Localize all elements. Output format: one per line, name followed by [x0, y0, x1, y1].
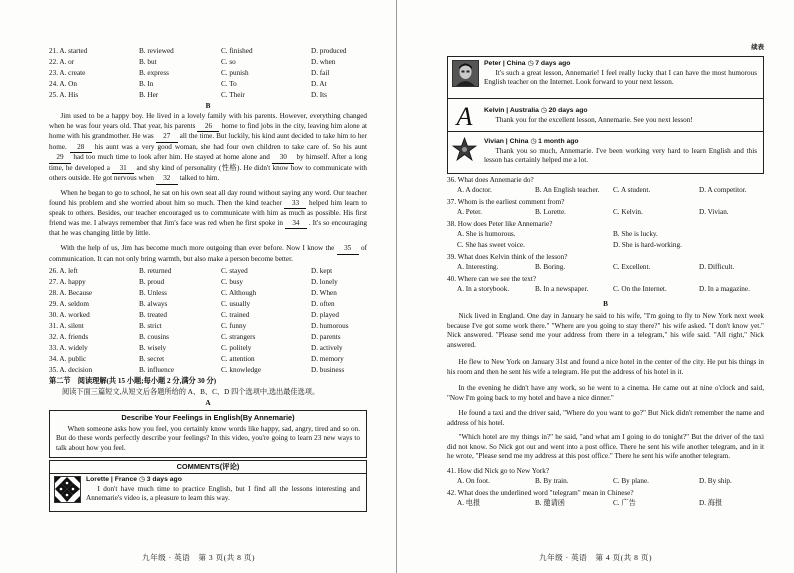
question-stem: 37. Whom is the earliest comment from?	[447, 198, 565, 206]
kelvin-avatar-icon	[452, 103, 477, 128]
option-a: 33. A. widely	[49, 344, 88, 352]
comment-separator	[448, 131, 763, 132]
question-stem: 41. How did Nick go to New York?	[447, 467, 550, 475]
option-d: D. Difficult.	[699, 262, 735, 271]
option-a: A. On foot.	[457, 476, 490, 485]
option-d: D. humorous	[311, 322, 349, 330]
peter-avatar-icon	[452, 60, 479, 87]
question-options	[447, 499, 764, 510]
option-b: B. but	[139, 58, 157, 66]
options-row-31	[49, 322, 367, 333]
option-c: C. funny	[221, 322, 247, 330]
option-b: B. Unless	[139, 289, 167, 297]
option-c: C. attention	[221, 355, 255, 363]
vivian-name: Vivian | China ◷ 1 month ago	[484, 138, 579, 145]
blank-31: 31	[112, 164, 134, 175]
options-row-24	[49, 80, 367, 91]
option-c: C. By plane.	[613, 476, 649, 485]
option-d: D. memory	[311, 355, 344, 363]
option-c: C. strangers	[221, 333, 256, 341]
option-d: D. When	[311, 289, 337, 297]
option-d: D. parents	[311, 333, 341, 341]
nick-paragraph-5: "Which hotel are my things in?" he said, "and what am I going to do tonight?" But the driver of the taxi did not know. So Nick got out and went into a post office. There he sent his wife another telegram, and in it he wrote, "Please send me my address at this post office." There he sent his wife another telegram.	[447, 433, 764, 460]
option-b: B. secret	[139, 355, 165, 363]
option-a: A. Interesting.	[457, 262, 499, 271]
question-options	[447, 285, 764, 296]
option-b: B. Her	[139, 91, 159, 99]
video-title: Describe Your Feelings in English(By Annemarie)	[121, 413, 295, 422]
lorette-comment	[86, 476, 360, 504]
option-a: 34. A. public	[49, 355, 87, 363]
peter-comment	[484, 60, 757, 88]
option-d: D. actively	[311, 344, 343, 352]
option-c: C. politely	[221, 344, 252, 352]
option-c: C. Their	[221, 91, 245, 99]
option-b: B. In a newspaper.	[535, 284, 589, 293]
option-a: 24. A. On	[49, 80, 77, 88]
option-b: B. 邀请函	[535, 498, 565, 507]
options-row-26	[49, 267, 367, 278]
options-row-30	[49, 311, 367, 322]
options-row-21	[49, 47, 367, 58]
blank-27: 27	[156, 132, 178, 143]
nick-paragraph-2: He flew to New York on January 31st and found a nice hotel in the center of the city. He put his things in his room and then he sent his wife a telegram. He put the address of his hotel in it.	[447, 358, 764, 376]
question-options	[447, 241, 764, 252]
option-c: C. Excellent.	[613, 262, 651, 271]
option-b: B. influence	[139, 366, 175, 374]
options-row-32	[49, 333, 367, 344]
option-c: C. punish	[221, 69, 249, 77]
page-3-footer: 九年级 · 英语 第 3 页(共 8 页)	[141, 552, 255, 562]
option-a: 35. A. decision	[49, 366, 93, 374]
lorette-name: Lorette | France ◷ 3 days ago	[86, 476, 182, 483]
kelvin-comment	[484, 107, 757, 125]
comment-separator	[448, 98, 763, 99]
option-c: C. trained	[221, 311, 250, 319]
option-d: D. 海报	[699, 498, 723, 507]
option-a: 29. A. seldom	[49, 300, 89, 308]
options-row-25	[49, 91, 367, 102]
option-a: 31. A. silent	[49, 322, 84, 330]
option-d: D. kept	[311, 267, 333, 275]
option-b: B. By train.	[535, 476, 569, 485]
comments-title: COMMENTS(评论)	[50, 462, 366, 474]
blank-28: 28	[70, 143, 92, 154]
kelvin-text: Thank you for the excellent lesson, Annemarie. See you next lesson!	[495, 115, 693, 124]
option-a: A. 电报	[457, 498, 481, 507]
option-c: C. To	[221, 80, 237, 88]
option-a: 26. A. left	[49, 267, 78, 275]
option-b: B. express	[139, 69, 169, 77]
option-d: D. produced	[311, 47, 347, 55]
option-a: 23. A. create	[49, 69, 86, 77]
option-a: A. She is humorous.	[457, 229, 516, 238]
kelvin-name: Kelvin | Australia ◷ 20 days ago	[484, 107, 588, 114]
option-b: B. strict	[139, 322, 162, 330]
lorette-text: I don't have much time to practice English, but I find all the lessons interesting and Annemarie's video is, a pleasure to learn this way.	[86, 484, 360, 503]
question-42	[447, 489, 764, 510]
lorette-avatar-icon	[54, 476, 81, 503]
option-b: B. returned	[139, 267, 172, 275]
question-stem: 40. Where can we see the text?	[447, 275, 537, 283]
passage-b-paragraph-2: When he began to go to school, he sat on his own seat all day round without saying any word. Our teacher found his problem and she worried about him so much. Then the kind teacher 33 helped him learn to speak to others. Besides, our teacher encouraged us to communicate with him as much as possible. His first friend was me. I always remember that Jim's face was red when he first spoke in 34 . It's so encouraging that he was changing little by little.	[49, 189, 368, 237]
option-c: C. usually	[221, 300, 251, 308]
option-c: C. finished	[221, 47, 253, 55]
option-d: D. She is hard-working.	[613, 240, 682, 249]
option-b: B. In	[139, 80, 154, 88]
option-b: B. Lorette.	[535, 207, 566, 216]
question-41	[447, 467, 764, 488]
blank-29: 29	[49, 153, 71, 164]
option-c: C. stayed	[221, 267, 248, 275]
video-description: When someone asks how you feel, you certainly know words like happy, sad, angry, tired and so on. But do these words perfectly describe your feelings? In this video, you're going to learn 23 new ways to talk about how you feel.	[56, 424, 360, 452]
option-d: D. played	[311, 311, 339, 319]
option-c: C. Although	[221, 289, 257, 297]
option-b: B. Boring.	[535, 262, 566, 271]
option-b: B. wisely	[139, 344, 167, 352]
option-d: D. fail	[311, 69, 330, 77]
svg-text:A: A	[456, 103, 473, 128]
blank-35: 35	[337, 244, 359, 255]
nick-paragraph-4: He found a taxi and the driver said, "Where do you want to go?" But Nick didn't remember the name and address of his hotel.	[447, 409, 764, 427]
question-options	[447, 263, 764, 274]
question-stem: 38. How does Peter like Annemarie?	[447, 220, 553, 228]
blank-30: 30	[272, 153, 294, 164]
comments-box-left	[49, 460, 367, 512]
option-c: C. so	[221, 58, 236, 66]
option-b: B. An English teacher.	[535, 185, 600, 194]
section-2-title: 第二节 阅读理解(共 15 小题;每小题 2 分,满分 30 分)	[49, 377, 217, 385]
blank-33: 33	[284, 199, 306, 210]
question-stem: 36. What does Annemarie do?	[447, 176, 534, 184]
option-d: D. By ship.	[699, 476, 732, 485]
page-4-footer: 九年级 · 英语 第 4 页(共 8 页)	[538, 552, 652, 562]
blank-32: 32	[156, 174, 178, 185]
option-d: D. when	[311, 58, 336, 66]
option-c: C. On the Internet.	[613, 284, 667, 293]
option-b: B. She is lucky.	[613, 229, 658, 238]
question-options	[447, 230, 764, 241]
options-row-33	[49, 344, 367, 355]
section-a-label: A	[205, 399, 211, 407]
question-39	[447, 253, 764, 274]
nick-paragraph-3: In the evening he didn't have any work, so he went to a cinema. He came out at nine o'clock and said, "Now I'm going back to my hotel and have a nice dinner."	[447, 384, 764, 402]
peter-name: Peter | China ◷ 7 days ago	[484, 60, 571, 67]
option-a: 32. A. friends	[49, 333, 89, 341]
option-a: 22. A. or	[49, 58, 75, 66]
video-description-box	[49, 410, 367, 458]
options-row-27	[49, 278, 367, 289]
option-b: B. proud	[139, 278, 165, 286]
question-38	[447, 220, 764, 252]
option-a: A. In a storybook.	[457, 284, 510, 293]
options-row-28	[49, 289, 367, 300]
option-d: D. Its	[311, 91, 327, 99]
page-4	[397, 0, 794, 573]
option-c: C. A student.	[613, 185, 651, 194]
option-a: 30. A. worked	[49, 311, 90, 319]
section-2-instructions: 阅读下面三篇短文,从短文后各题所给的 A、B、C、D 四个选项中,选出最佳选项。	[62, 388, 320, 396]
option-c: C. 广告	[613, 498, 636, 507]
blank-26: 26	[197, 122, 219, 133]
question-options	[447, 186, 764, 197]
comments-box-right	[447, 56, 764, 174]
question-stem: 42. What does the underlined word "telegram" mean in Chinese?	[447, 489, 634, 497]
option-a: 28. A. Because	[49, 289, 93, 297]
passage-b-paragraph-1: Jim used to be a happy boy. He lived in a lovely family with his parents. However, everything changed when he was four years old. That year, his parents 26 home to find jobs in the city, leaving him alone at home with his grandmother. He was 27 all the time. But luckily, his kind aunt decided to take him to her home. 28 his aunt was a very good woman, she had four own children to take care of. So his aunt 29 had too much time to look after him. He stayed at home alone and 30 by himself. After a long time, he developed a 31 and shy kind of personality (性格). He didn't know how to communicate with others outside. He got nervous when 32 talked to him.	[49, 112, 367, 185]
options-row-34	[49, 355, 367, 366]
option-d: D. Vivian.	[699, 207, 729, 216]
option-d: D. business	[311, 366, 345, 374]
option-b: B. reviewed	[139, 47, 174, 55]
passage-b-paragraph-3: With the help of us, Jim has become much more outgoing than ever before. Now I know the 35 of communication. It can not only bring warmth, but also make a person become better.	[49, 244, 367, 263]
nick-paragraph-1: Nick lived in England. One day in January he said to his wife, "I'm going to fly to New York next week because I've got some work there." "Where are you going to stay there?" his wife asked. "I don't know yet." Nick answered. "Please send me your address from there in a telegram," his wife said. "All right," Nick answered.	[447, 312, 764, 349]
option-c: C. Kelvin.	[613, 207, 643, 216]
option-a: A. Peter.	[457, 207, 482, 216]
option-a: 25. A. His	[49, 91, 79, 99]
options-row-23	[49, 69, 367, 80]
option-b: B. treated	[139, 311, 167, 319]
question-40	[447, 275, 764, 296]
option-c: C. She has sweet voice.	[457, 240, 525, 249]
option-d: D. lonely	[311, 278, 338, 286]
option-b: B. cousins	[139, 333, 169, 341]
question-36	[447, 176, 764, 197]
options-row-29	[49, 300, 367, 311]
option-a: 27. A. happy	[49, 278, 86, 286]
question-options	[447, 477, 764, 488]
blank-34: 34	[285, 219, 307, 230]
vivian-comment	[484, 138, 757, 166]
question-37	[447, 198, 764, 219]
question-stem: 39. What does Kelvin think of the lesson?	[447, 253, 568, 261]
option-d: D. In a magazine.	[699, 284, 750, 293]
option-b: B. always	[139, 300, 168, 308]
option-d: D. At	[311, 80, 327, 88]
vivian-text: Thank you so much, Annemarie. I've been working very hard to learn English and this lesson has certainly helped me a lot.	[484, 146, 757, 165]
peter-text: It's such a great lesson, Annemarie! I feel really lucky that I can have the most humorous English teacher on the Internet. Look forward to your next lesson.	[484, 68, 757, 87]
option-a: 21. A. started	[49, 47, 88, 55]
option-c: C. knowledge	[221, 366, 261, 374]
vivian-avatar-icon	[452, 137, 477, 162]
question-options	[447, 208, 764, 219]
option-d: D. A competitor.	[699, 185, 747, 194]
options-row-35	[49, 366, 367, 377]
section-b-label: B	[205, 102, 211, 110]
continued-label: 续表	[751, 44, 764, 51]
option-c: C. busy	[221, 278, 243, 286]
options-row-22	[49, 58, 367, 69]
section-b-label: B	[603, 300, 608, 308]
option-d: D. often	[311, 300, 335, 308]
option-a: A. A doctor.	[457, 185, 492, 194]
